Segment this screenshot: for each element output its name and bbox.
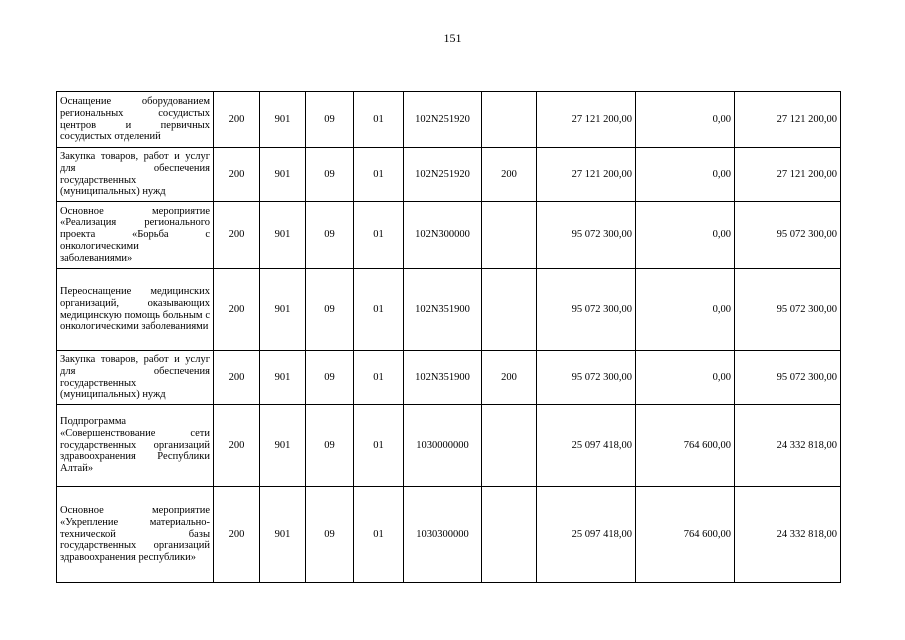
subsection-code-cell: 01 <box>354 148 404 202</box>
grbs-code-cell: 200 <box>214 148 260 202</box>
table-row <box>57 92 841 148</box>
section-code-cell: 09 <box>306 269 354 351</box>
sum-other-cell: 95 072 300,00 <box>735 269 841 351</box>
target-article-cell: 1030000000 <box>404 405 482 487</box>
sum-total-cell: 95 072 300,00 <box>537 269 636 351</box>
target-article-cell: 102N351900 <box>404 351 482 405</box>
grbs-code-cell: 200 <box>214 92 260 148</box>
row-name-cell: Подпрограмма «Совершенствование сети государственных организаций здравоохранения Республики Алтай» <box>57 405 214 487</box>
section-code-cell: 09 <box>306 202 354 269</box>
expense-type-cell <box>482 92 537 148</box>
target-article-cell: 102N251920 <box>404 92 482 148</box>
grbs-code-cell: 200 <box>214 405 260 487</box>
sum-total-cell: 25 097 418,00 <box>537 405 636 487</box>
table-row <box>57 351 841 405</box>
grbs-code-cell: 200 <box>214 202 260 269</box>
table-row <box>57 269 841 351</box>
section-code-cell: 09 <box>306 92 354 148</box>
subsection-code-cell: 01 <box>354 202 404 269</box>
expense-type-cell: 200 <box>482 351 537 405</box>
sum-total-cell: 95 072 300,00 <box>537 202 636 269</box>
budget-table <box>56 91 841 583</box>
expense-type-cell: 200 <box>482 148 537 202</box>
sum-other-cell: 27 121 200,00 <box>735 148 841 202</box>
section-code-cell: 09 <box>306 487 354 583</box>
sum-other-cell: 95 072 300,00 <box>735 202 841 269</box>
expense-type-cell <box>482 269 537 351</box>
sum-federal-cell: 764 600,00 <box>636 405 735 487</box>
target-article-cell: 102N251920 <box>404 148 482 202</box>
target-article-cell: 1030300000 <box>404 487 482 583</box>
section-code-cell: 09 <box>306 351 354 405</box>
row-name-cell: Закупка товаров, работ и услуг для обеспечения государственных (муниципальных) нужд <box>57 148 214 202</box>
table-row <box>57 148 841 202</box>
row-name-cell: Оснащение оборудованием региональных сосудистых центров и первичных сосудистых отделений <box>57 92 214 148</box>
target-article-cell: 102N300000 <box>404 202 482 269</box>
subsection-code-cell: 01 <box>354 351 404 405</box>
section-code-cell: 09 <box>306 405 354 487</box>
sum-other-cell: 24 332 818,00 <box>735 405 841 487</box>
sum-federal-cell: 0,00 <box>636 202 735 269</box>
grbs-code-cell: 200 <box>214 487 260 583</box>
sum-federal-cell: 764 600,00 <box>636 487 735 583</box>
sum-total-cell: 27 121 200,00 <box>537 92 636 148</box>
sum-federal-cell: 0,00 <box>636 92 735 148</box>
sum-total-cell: 27 121 200,00 <box>537 148 636 202</box>
grbs-code-cell: 200 <box>214 269 260 351</box>
table-row <box>57 487 841 583</box>
ved-code-cell: 901 <box>260 487 306 583</box>
row-name-cell: Основное мероприятие «Реализация регионального проекта «Борьба с онкологическими заболеваниями» <box>57 202 214 269</box>
row-name-cell: Переоснащение медицинских организаций, оказывающих медицинскую помощь больным с онкологическими заболеваниями <box>57 269 214 351</box>
sum-federal-cell: 0,00 <box>636 269 735 351</box>
subsection-code-cell: 01 <box>354 487 404 583</box>
target-article-cell: 102N351900 <box>404 269 482 351</box>
sum-federal-cell: 0,00 <box>636 148 735 202</box>
ved-code-cell: 901 <box>260 405 306 487</box>
ved-code-cell: 901 <box>260 148 306 202</box>
page-number: 151 <box>443 31 462 45</box>
subsection-code-cell: 01 <box>354 92 404 148</box>
sum-other-cell: 27 121 200,00 <box>735 92 841 148</box>
grbs-code-cell: 200 <box>214 351 260 405</box>
sum-other-cell: 24 332 818,00 <box>735 487 841 583</box>
ved-code-cell: 901 <box>260 351 306 405</box>
ved-code-cell: 901 <box>260 202 306 269</box>
sum-total-cell: 25 097 418,00 <box>537 487 636 583</box>
expense-type-cell <box>482 405 537 487</box>
row-name-cell: Основное мероприятие «Укрепление материально-технической базы государственных организаций здравоохранения республики» <box>57 487 214 583</box>
sum-total-cell: 95 072 300,00 <box>537 351 636 405</box>
row-name-cell: Закупка товаров, работ и услуг для обеспечения государственных (муниципальных) нужд <box>57 351 214 405</box>
expense-type-cell <box>482 487 537 583</box>
expense-type-cell <box>482 202 537 269</box>
ved-code-cell: 901 <box>260 92 306 148</box>
section-code-cell: 09 <box>306 148 354 202</box>
table-row <box>57 202 841 269</box>
sum-other-cell: 95 072 300,00 <box>735 351 841 405</box>
subsection-code-cell: 01 <box>354 405 404 487</box>
subsection-code-cell: 01 <box>354 269 404 351</box>
table-row <box>57 405 841 487</box>
ved-code-cell: 901 <box>260 269 306 351</box>
sum-federal-cell: 0,00 <box>636 351 735 405</box>
